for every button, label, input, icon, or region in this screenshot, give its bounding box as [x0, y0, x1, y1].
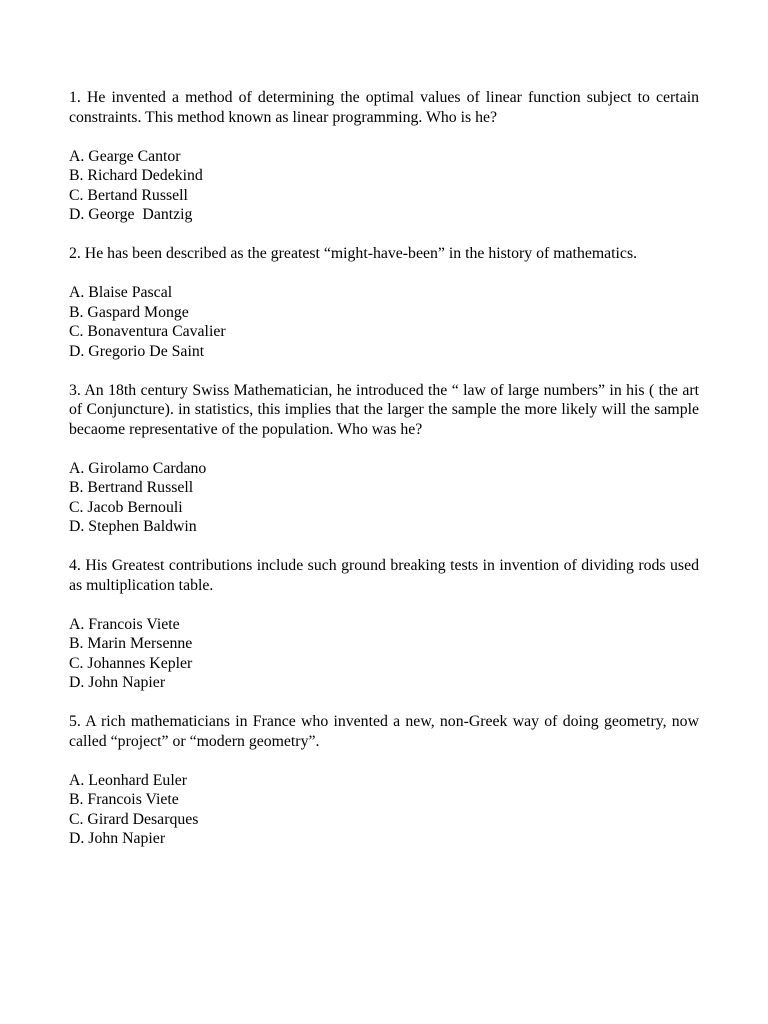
question-text: 1. He invented a method of determining the optimal values of linear function subject to certain constraints. This method known as linear programming. Who is he? — [69, 89, 699, 126]
option-a: A. Francois Viete — [69, 615, 180, 633]
option-c: C. Girard Desarques — [69, 810, 199, 828]
question-text: 4. His Greatest contributions include such ground breaking tests in invention of dividing rods used as multiplication table. — [69, 557, 699, 594]
question-text: 2. He has been described as the greatest “might-have-been” in the history of mathematics. — [69, 245, 638, 262]
question-text: 3. An 18th century Swiss Mathematician, he introduced the “ law of large numbers” in his ( the art of Conjuncture). in statistics, this implies that the larger the sample the more likely will the sample becaome representative of the population. Who was he? — [69, 381, 699, 438]
option-d: D. Stephen Baldwin — [69, 518, 197, 535]
option-b: B. Marin Mersenne — [69, 635, 193, 652]
answer-options — [69, 771, 699, 849]
question-1 — [69, 88, 699, 225]
answer-options — [69, 615, 699, 693]
option-c: C. Jacob Bernouli — [69, 498, 183, 516]
answer-options — [69, 147, 699, 225]
option-b: B. Bertrand Russell — [69, 479, 194, 496]
question-3 — [69, 381, 699, 537]
option-a: A. Gearge Cantor — [69, 147, 181, 165]
option-c: C. Bonaventura Cavalier — [69, 323, 226, 340]
option-b: B. Gaspard Monge — [69, 303, 189, 321]
quiz-content — [69, 88, 699, 868]
question-text: 5. A rich mathematicians in France who invented a new, non-Greek way of doing geometry, now called “project” or “modern geometry”. — [69, 713, 699, 750]
option-c: C. Johannes Kepler — [69, 654, 193, 672]
option-c: C. Bertand Russell — [69, 186, 188, 204]
answer-options — [69, 283, 699, 361]
option-d: D. George Dantzig — [69, 206, 193, 223]
answer-options — [69, 459, 699, 537]
option-a: A. Blaise Pascal — [69, 284, 173, 301]
option-b: B. Richard Dedekind — [69, 167, 203, 184]
option-d: D. John Napier — [69, 674, 166, 691]
question-5 — [69, 712, 699, 849]
option-d: D. Gregorio De Saint — [69, 342, 205, 360]
option-d: D. John Napier — [69, 830, 166, 847]
option-b: B. Francois Viete — [69, 791, 179, 808]
option-a: A. Girolamo Cardano — [69, 459, 207, 477]
option-a: A. Leonhard Euler — [69, 771, 187, 789]
question-4 — [69, 556, 699, 693]
question-2 — [69, 244, 699, 361]
